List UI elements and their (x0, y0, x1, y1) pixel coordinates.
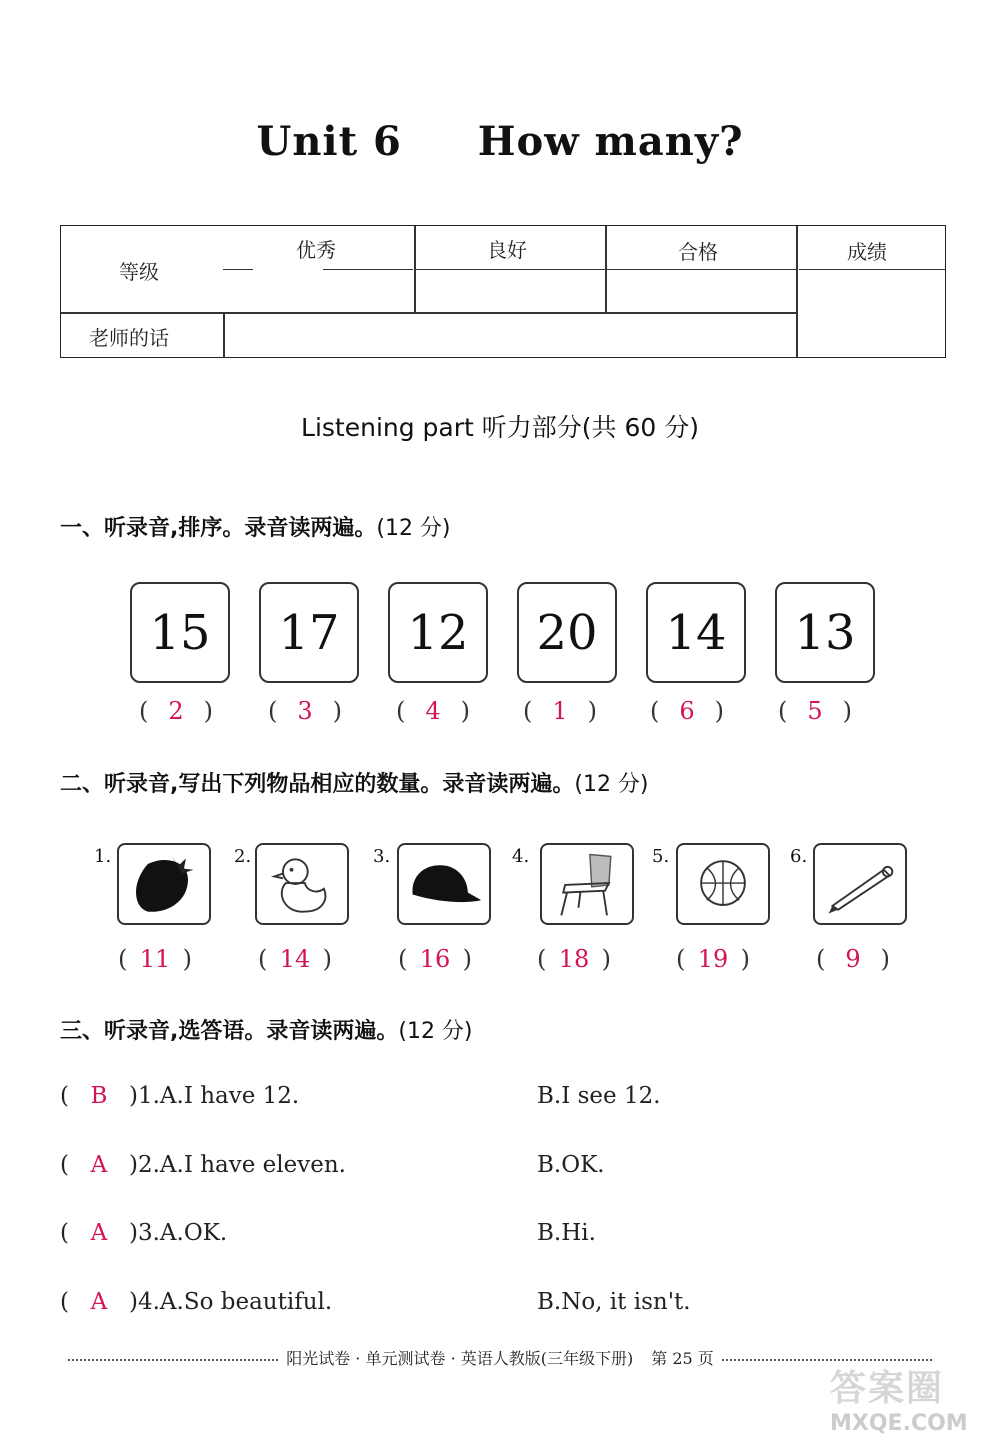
item-number: 5. (652, 846, 670, 867)
unit-label: Unit 6 (256, 118, 402, 165)
option-b: B.OK. (537, 1152, 605, 1178)
question-row: ( B )1.A.I have 12. (60, 1083, 300, 1109)
strawberry-icon (117, 843, 211, 925)
order-answer: ( 5 ) (778, 697, 852, 725)
count-answer: ( 18 ) (537, 945, 611, 973)
watermark: 答案圈 MXQE.COM (830, 1368, 968, 1436)
item-number: 4. (512, 846, 530, 867)
level-pass: 合格 (678, 240, 718, 264)
count-answer: ( 16 ) (398, 945, 472, 973)
page-title (0, 118, 1000, 165)
order-answer: ( 6 ) (650, 697, 724, 725)
pencil-icon (813, 843, 907, 925)
item-number: 6. (790, 846, 808, 867)
level-good: 良好 (487, 238, 527, 262)
option-b: B.Hi. (537, 1220, 596, 1246)
item-number: 2. (234, 846, 252, 867)
count-answer: ( 9 ) (816, 945, 890, 973)
grade-label: 等级 (119, 260, 159, 284)
page-number: 第 25 页 (651, 1349, 714, 1368)
page-footer (60, 1346, 940, 1369)
question-row: ( A )4.A.So beautiful. (60, 1289, 333, 1315)
count-answer: ( 14 ) (258, 945, 332, 973)
cap-icon (397, 843, 491, 925)
order-answer: ( 4 ) (396, 697, 470, 725)
ball-icon (676, 843, 770, 925)
count-answer: ( 19 ) (676, 945, 750, 973)
listening-heading: Listening part 听力部分(共 60 分) (301, 413, 699, 442)
footer-text: 阳光试卷 · 单元测试卷 · 英语人教版(三年级下册) (286, 1349, 634, 1368)
section1-heading: 一、听录音,排序。录音读两遍。(12 分) (60, 516, 451, 541)
question-row: ( A )3.A.OK. (60, 1220, 228, 1246)
item-number: 1. (94, 846, 112, 867)
order-answer: ( 3 ) (268, 697, 342, 725)
order-answer: ( 1 ) (523, 697, 597, 725)
teacher-label: 老师的话 (89, 326, 169, 350)
number-card: 12 (388, 582, 488, 683)
section2-heading: 二、听录音,写出下列物品相应的数量。录音读两遍。(12 分) (60, 772, 649, 797)
number-card: 20 (517, 582, 617, 683)
number-card: 14 (646, 582, 746, 683)
number-card: 17 (259, 582, 359, 683)
count-answer: ( 11 ) (118, 945, 192, 973)
duck-icon (255, 843, 349, 925)
number-card: 13 (775, 582, 875, 683)
score-label: 成绩 (847, 240, 887, 264)
option-b: B.I see 12. (537, 1083, 661, 1109)
question-row: ( A )2.A.I have eleven. (60, 1152, 346, 1178)
level-excellent: 优秀 (296, 238, 336, 262)
order-answer: ( 2 ) (139, 697, 213, 725)
option-b: B.No, it isn't. (537, 1289, 691, 1315)
item-number: 3. (373, 846, 391, 867)
unit-name: How many? (477, 118, 744, 165)
number-card: 15 (130, 582, 230, 683)
section3-heading: 三、听录音,选答语。录音读两遍。(12 分) (60, 1019, 473, 1044)
score-table (60, 225, 946, 358)
chair-icon (540, 843, 634, 925)
